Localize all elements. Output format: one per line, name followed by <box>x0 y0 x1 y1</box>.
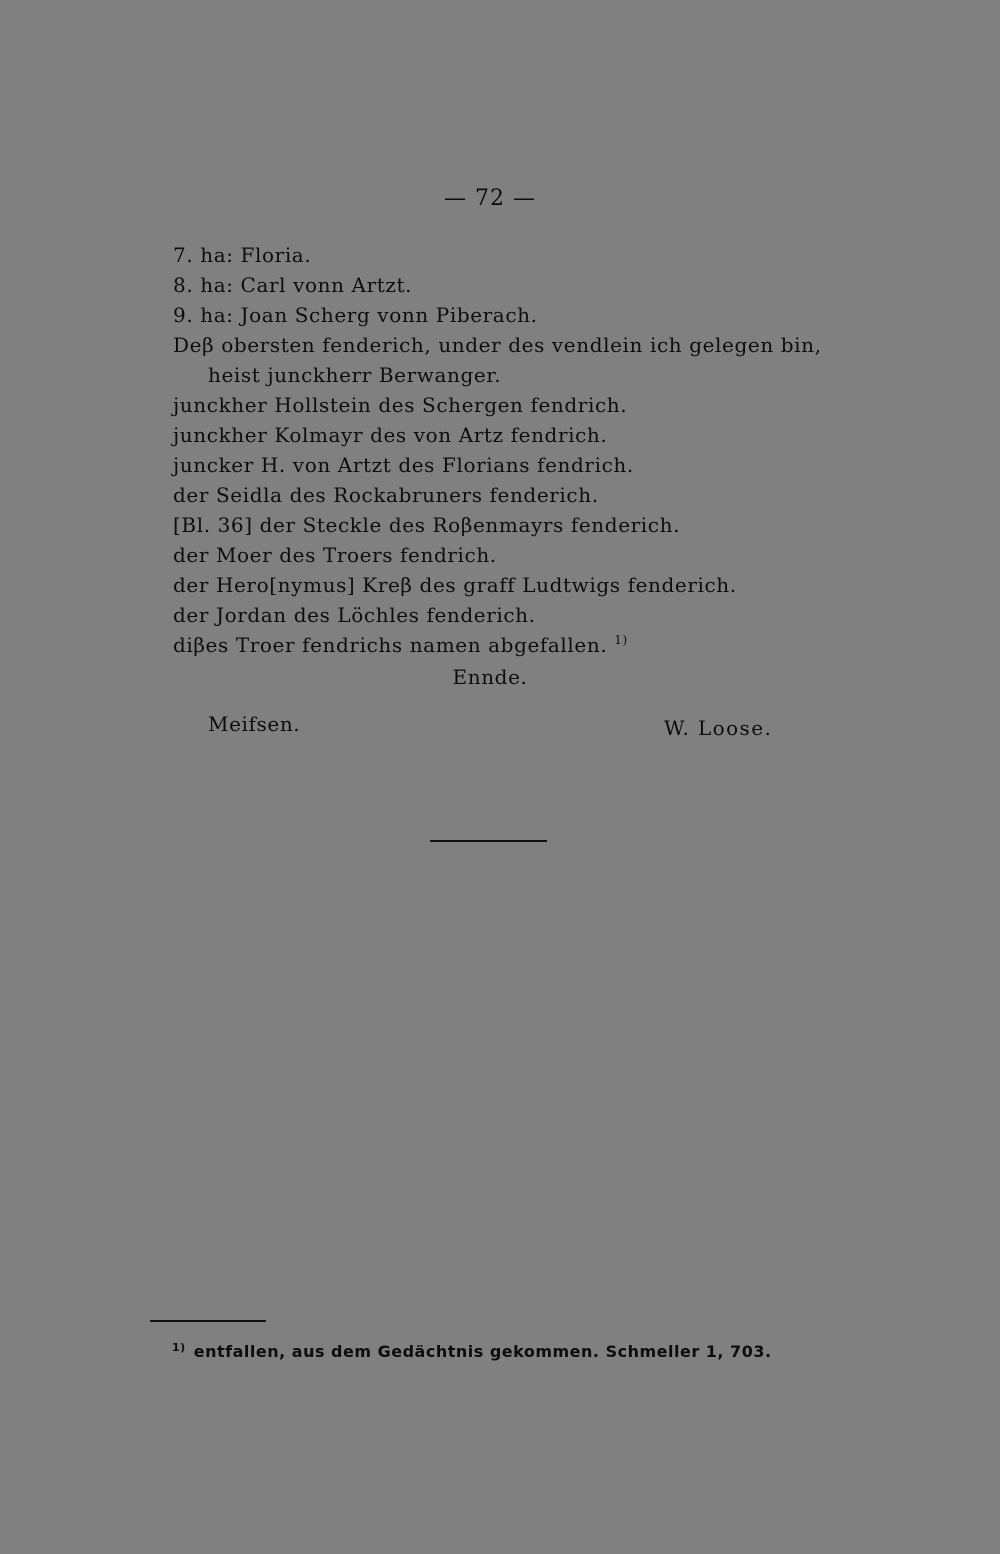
text-line <box>173 240 853 270</box>
footnote-mark: 1) <box>172 1341 186 1354</box>
text-line-indented <box>173 360 853 390</box>
text-line <box>173 630 853 660</box>
text-line <box>173 270 853 300</box>
place-name: Meifsen. <box>208 712 301 736</box>
text-line-content: 7. ha: Floria. <box>173 243 312 267</box>
body-text <box>173 240 853 660</box>
text-line <box>173 390 853 420</box>
text-line <box>173 450 853 480</box>
text-line <box>173 330 853 360</box>
text-line <box>173 420 853 450</box>
text-line-content: der Seidla des Rockabruners fenderich. <box>173 483 599 507</box>
footnote <box>172 1341 772 1361</box>
page-number: — 72 — <box>444 186 536 211</box>
text-line <box>173 510 853 540</box>
text-line-content: der Jordan des Löchles fenderich. <box>173 603 536 627</box>
text-line-content: Deβ obersten fenderich, under des vendlein ich gelegen bin, <box>173 333 822 357</box>
text-line-content: heist junckherr Berwanger. <box>208 363 502 387</box>
text-line <box>173 480 853 510</box>
footnote-reference: 1) <box>614 633 628 647</box>
footnote-divider <box>150 1320 266 1322</box>
text-line-content: der Moer des Troers fendrich. <box>173 543 497 567</box>
text-line-content: [Bl. 36] der Steckle des Roβenmayrs fenderich. <box>173 513 681 537</box>
end-divider <box>430 840 547 842</box>
author-name: W. Loose. <box>664 716 773 740</box>
text-line <box>173 300 853 330</box>
text-line <box>173 570 853 600</box>
text-line <box>173 600 853 630</box>
text-line-content: junckher Kolmayr des von Artz fendrich. <box>173 423 608 447</box>
text-line-content: diβes Troer fendrichs namen abgefallen. <box>173 633 608 657</box>
text-line-content: juncker H. von Artzt des Florians fendrich. <box>173 453 634 477</box>
text-line-content: junckher Hollstein des Schergen fendrich. <box>173 393 628 417</box>
footnote-text: entfallen, aus dem Gedächtnis gekommen. Schmeller 1, 703. <box>193 1342 772 1361</box>
text-line <box>173 540 853 570</box>
text-line-content: 9. ha: Joan Scherg vonn Piberach. <box>173 303 538 327</box>
ende-label: Ennde. <box>452 665 528 689</box>
text-line-content: 8. ha: Carl vonn Artzt. <box>173 273 413 297</box>
text-line-content: der Hero[nymus] Kreβ des graff Ludtwigs fenderich. <box>173 573 737 597</box>
